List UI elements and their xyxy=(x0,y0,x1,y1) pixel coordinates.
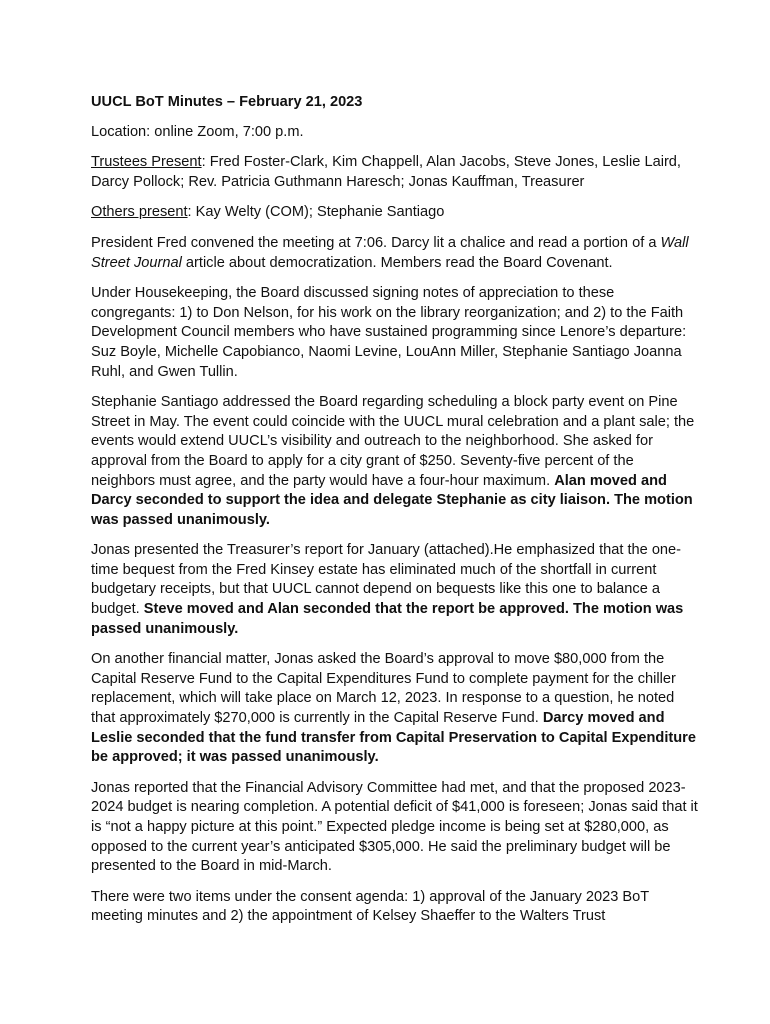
trustees-label: Trustees Present xyxy=(91,154,202,171)
block-party-motion: Alan moved and Darcy seconded to support the idea and delegate Stephanie as city liaison. The motion was passed unanimously. xyxy=(91,472,693,528)
convened-text: President Fred convened the meeting at 7:06. Darcy lit a chalice and read a portion of a xyxy=(91,234,661,251)
treasurer-paragraph xyxy=(91,541,700,639)
trustees-list: : Fred Foster-Clark, Kim Chappell, Alan Jacobs, Steve Jones, Leslie Laird, Darcy Pollock; Rev. Patricia Guthmann Haresch; Jonas Kauffman, Treasurer xyxy=(91,154,681,190)
block-party-paragraph xyxy=(91,393,700,530)
housekeeping-paragraph: Under Housekeeping, the Board discussed signing notes of appreciation to these congregants: 1) to Don Nelson, for his work on the library reorganization; and 2) to the Faith Development Council members who have sustained programming since Lenore’s departure: Suz Boyle, Michelle Capobianco, Naomi Levine, LouAnn Miller, Stephanie Santiago Joanna Ruhl, and Gwen Tullin. xyxy=(91,285,687,380)
others-list: : Kay Welty (COM); Stephanie Santiago xyxy=(187,204,445,221)
consent-paragraph: There were two items under the consent agenda: 1) approval of the January 2023 BoT meeting minutes and 2) the appointment of Kelsey Shaeffer to the Walters Trust xyxy=(91,888,649,925)
others-present xyxy=(91,203,700,223)
minutes-title-text: UUCL BoT Minutes – February 21, 2023 xyxy=(91,94,363,110)
minutes-title xyxy=(91,93,700,113)
budget-paragraph: Jonas reported that the Financial Advisory Committee had met, and that the proposed 2023-2024 budget is nearing completion. A potential deficit of $41,000 is foreseen; Jonas said that it is “not a happy picture at this point.” Expected pledge income is being set at $280,000, as opposed to the current year’s anticipated $305,000. He said the preliminary budget will be presented to the Board in mid-March. xyxy=(91,779,698,875)
others-label: Others present xyxy=(91,204,188,221)
convened-text-end: article about democratization. Members read the Board Covenant. xyxy=(181,254,613,271)
capital-text: On another financial matter, Jonas asked the Board’s approval to move $80,000 from the Capital Reserve Fund to the Capital Expenditures Fund to complete payment for the chiller replacement, which will take place on March 12, 2023. In response to a question, he noted that approximately $270,000 is currently in the Capital Reserve Fund. xyxy=(91,651,676,727)
location-line: Location: online Zoom, 7:00 p.m. xyxy=(91,123,304,140)
convened-paragraph xyxy=(91,234,700,273)
journal-title: Wall Street Journal xyxy=(91,234,689,271)
capital-motion: Darcy moved and Leslie seconded that the fund transfer from Capital Preservation to Capital Expenditure be approved; it was passed unanimously. xyxy=(91,710,696,766)
trustees-present xyxy=(91,153,700,192)
treasurer-motion: Steve moved and Alan seconded that the report be approved. The motion was passed unanimously. xyxy=(91,601,684,637)
treasurer-text: Jonas presented the Treasurer’s report for January (attached).He emphasized that the one-time bequest from the Fred Kinsey estate has eliminated much of the shortfall in current budgetary receipts, but that UUCL cannot depend on bequests like this one to balance a budget. xyxy=(91,542,682,618)
block-party-text: Stephanie Santiago addressed the Board regarding scheduling a block party event on Pine Street in May. The event could coincide with the UUCL mural celebration and a plant sale; the events would extend UUCL’s visibility and outreach to the neighborhood. She asked for approval from the Board to apply for a city grant of $250. Seventy-five percent of the neighbors must agree, and the party would have a four-hour maximum. xyxy=(91,394,695,489)
capital-paragraph xyxy=(91,650,700,768)
